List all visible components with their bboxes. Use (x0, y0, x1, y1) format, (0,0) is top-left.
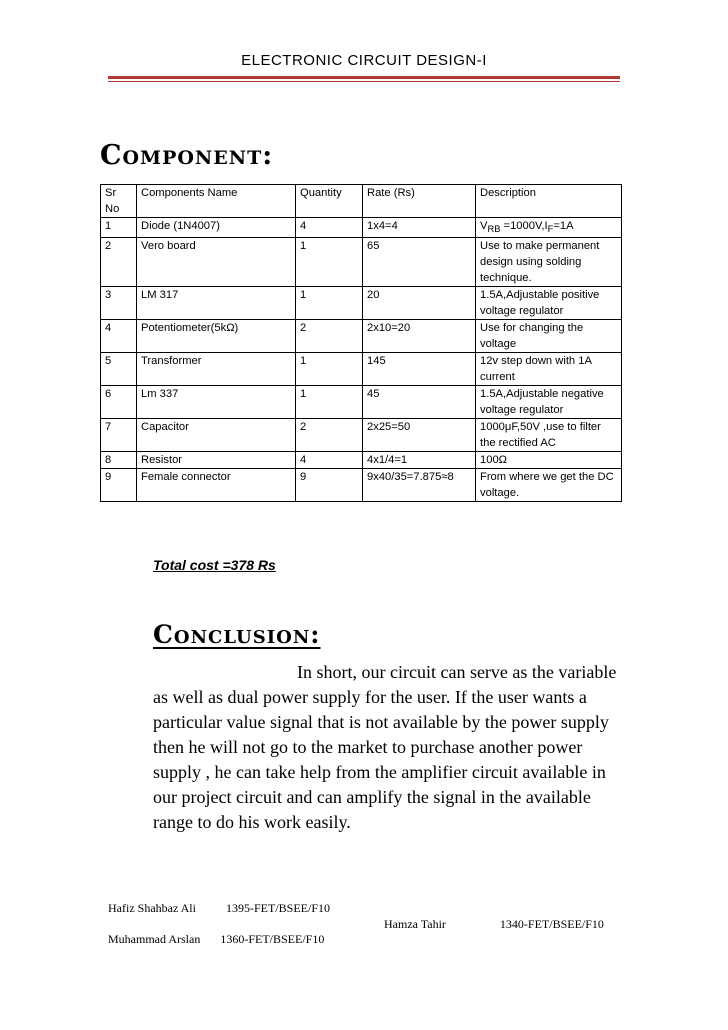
cell-component-name: Vero board (137, 238, 296, 287)
conclusion-heading: Conclusion: (153, 620, 321, 649)
cell-rate: 65 (363, 238, 476, 287)
cell-component-name: Resistor (137, 452, 296, 469)
table-row (101, 452, 622, 469)
header-description: Description (476, 185, 622, 218)
cell-sr: 4 (101, 320, 137, 353)
cell-quantity: 1 (296, 353, 363, 386)
cell-rate: 20 (363, 287, 476, 320)
cell-sr: 3 (101, 287, 137, 320)
cell-rate: 9x40/35=7.875≈8 (363, 469, 476, 502)
cell-description: From where we get the DC voltage. (476, 469, 622, 502)
table-row (101, 218, 622, 238)
cell-description: Use for changing the voltage (476, 320, 622, 353)
table-row (101, 386, 622, 419)
author-id: 1340-FET/BSEE/F10 (499, 917, 604, 931)
cell-description: Use to make permanent design using solding technique. (476, 238, 622, 287)
author-id: 1360-FET/BSEE/F10 (220, 932, 325, 946)
cell-sr: 8 (101, 452, 137, 469)
table-row (101, 238, 622, 287)
author-name: Hafiz Shahbaz Ali (108, 901, 196, 915)
header-divider-thin (108, 81, 620, 82)
header-quantity: Quantity (296, 185, 363, 218)
cell-quantity: 1 (296, 238, 363, 287)
cell-description: 100Ω (476, 452, 622, 469)
author-name: Hamza Tahir (384, 917, 446, 931)
cell-component-name: Transformer (137, 353, 296, 386)
header-divider (108, 76, 620, 79)
cell-component-name: Female connector (137, 469, 296, 502)
cell-quantity: 1 (296, 386, 363, 419)
header-sr-no: Sr No (101, 185, 137, 218)
conclusion-paragraph: In short, our circuit can serve as the variable as well as dual power supply for the user. If the user wants a particular value signal that is not available by the power supply then he will not go to the market to purchase another power supply , he can take help from the amplifier circuit available in our project circuit and can amplify the signal in the available range to do his work easily. (153, 662, 617, 832)
cell-sr: 1 (101, 218, 137, 238)
header-components-name: Components Name (137, 185, 296, 218)
cell-description: 1.5A,Adjustable negative voltage regulator (476, 386, 622, 419)
cell-sr: 7 (101, 419, 137, 452)
component-heading: Component: (100, 140, 274, 171)
cell-rate: 45 (363, 386, 476, 419)
cell-quantity: 1 (296, 287, 363, 320)
author-name: Muhammad Arslan (108, 932, 201, 946)
document-title: ELECTRONIC CIRCUIT DESIGN-I (241, 52, 487, 69)
cell-sr: 2 (101, 238, 137, 287)
author-id: 1395-FET/BSEE/F10 (225, 901, 330, 915)
table-header-row (101, 185, 622, 218)
cell-description: 1.5A,Adjustable positive voltage regulator (476, 287, 622, 320)
cell-rate: 4x1/4=1 (363, 452, 476, 469)
cell-component-name: Potentiometer(5kΩ) (137, 320, 296, 353)
table-row (101, 320, 622, 353)
footer-author-3 (108, 932, 324, 947)
header-rate: Rate (Rs) (363, 185, 476, 218)
components-table (100, 184, 622, 502)
cell-rate: 2x25=50 (363, 419, 476, 452)
cell-component-name: Lm 337 (137, 386, 296, 419)
cell-rate: 145 (363, 353, 476, 386)
cell-sr: 5 (101, 353, 137, 386)
cell-rate: 1x4=4 (363, 218, 476, 238)
cell-quantity: 2 (296, 320, 363, 353)
cell-description: 1000μF,50V ,use to filter the rectified AC (476, 419, 622, 452)
table-row (101, 353, 622, 386)
cell-quantity: 4 (296, 452, 363, 469)
conclusion-text (153, 660, 623, 835)
table-row (101, 469, 622, 502)
cell-rate: 2x10=20 (363, 320, 476, 353)
cell-description: 12v step down with 1A current (476, 353, 622, 386)
cell-sr: 6 (101, 386, 137, 419)
cell-sr: 9 (101, 469, 137, 502)
cell-component-name: LM 317 (137, 287, 296, 320)
table-row (101, 287, 622, 320)
cell-component-name: Capacitor (137, 419, 296, 452)
cell-component-name: Diode (1N4007) (137, 218, 296, 238)
footer-author-2 (384, 917, 604, 932)
cell-quantity: 2 (296, 419, 363, 452)
table-row (101, 419, 622, 452)
cell-quantity: 4 (296, 218, 363, 238)
cell-quantity: 9 (296, 469, 363, 502)
footer-author-1 (108, 901, 330, 916)
total-cost: Total cost =378 Rs (153, 557, 276, 573)
cell-description: $V_{RB} =1000V,I_F=1A$ (476, 218, 622, 238)
